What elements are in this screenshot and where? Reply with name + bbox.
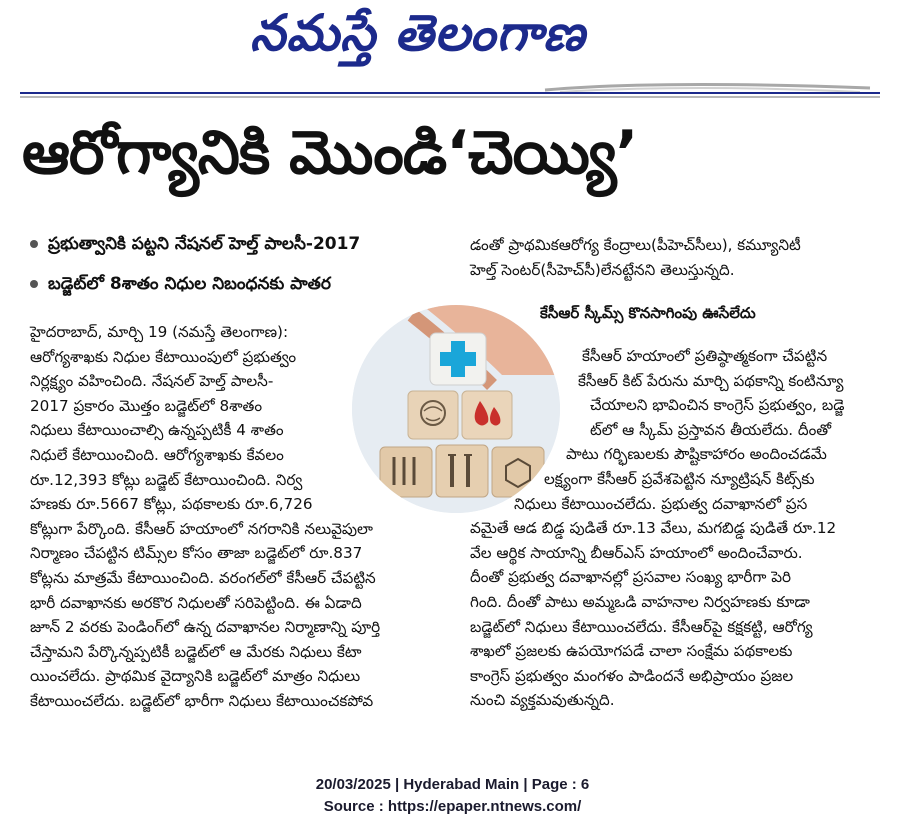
- text-line: జూన్ 2 వరకు పెండింగ్‌లో ఉన్న దవాఖానల నిర్మాణాన్ని పూర్తి: [30, 618, 381, 637]
- text-line: వేల ఆర్థిక సాయాన్ని బీఆర్ఎస్ హయాంలో అందించేవారు.: [470, 543, 803, 562]
- text-line: కాంగ్రెస్ ప్రభుత్వం మంగళం పాడిందనే అభిప్రాయం ప్రజల: [470, 666, 794, 685]
- text-line: చేస్తామని పేర్కొన్నప్పటికీ బడ్జెట్‌లో ఆ మేరకు నిధులు కేటా: [30, 642, 362, 661]
- text-line: ట్‌లో ఆ స్కీమ్ ప్రస్తావన తీయలేదు. దీంతో: [590, 420, 832, 439]
- text-line: గింది. దీంతో పాటు అమ్మఒడి వాహనాల నిర్వహణకు కూడా: [470, 592, 810, 611]
- text-line: నిధులే కేటాయించింది. ఆరోగ్యశాఖకు కేవలం: [30, 445, 284, 464]
- text-line: వమైతే ఆడ బిడ్డ పుడితే రూ.13 వేలు, మగబిడ్డ పుడితే రూ.12: [470, 519, 837, 538]
- test-tubes-icon: [380, 447, 432, 497]
- text-line: లక్ష్యంగా కేసీఆర్ ప్రవేశపెట్టిన న్యూట్రిషన్ కిట్స్‌కు: [544, 469, 815, 488]
- text-line: చేయాలని భావించిన కాంగ్రెస్ ప్రభుత్వం, బడ్జె: [590, 396, 845, 415]
- masthead-rule: [20, 92, 880, 98]
- text-line: బడ్జెట్‌లో నిధులు కేటాయించలేదు. కేసీఆర్‌పై కక్షకట్టి, ఆరోగ్య: [470, 617, 813, 636]
- text-line: నిర్మాణం చేపట్టిన టిమ్స్‌ల కోసం తాజా బడ్జెట్‌లో రూ.837: [30, 544, 363, 563]
- text-line: నుంచి వ్యక్తమవుతున్నది.: [470, 691, 615, 710]
- text-line: రూ.12,393 కోట్లు బడ్జెట్ కేటాయించింది. నిర్వ: [30, 470, 303, 489]
- brain-icon: [408, 391, 458, 439]
- bullet-text: బడ్జెట్‌లో 8శాతం నిధుల నిబంధనకు పాతర: [48, 274, 331, 294]
- text-line: యించలేదు. ప్రాథమిక వైద్యానికి బడ్జెట్‌లో మాత్రం నిధులు: [30, 667, 361, 686]
- text-line: కోట్లను మాత్రమే కేటాయించింది. వరంగల్‌లో కేసీఆర్ చేపట్టిన: [30, 568, 376, 587]
- masthead: [0, 0, 905, 100]
- bullet-point: [30, 274, 331, 298]
- text-line: నిర్లక్ష్యం వహించింది. నేషనల్ హెల్త్ పాలసీ-: [30, 372, 274, 391]
- right-column: [470, 344, 890, 713]
- bullet-dot-icon: [30, 240, 38, 248]
- text-line: హెల్త్ సెంటర్(సీహెచ్‌సీ)లేనట్టేనని తెలుస్తున్నది.: [470, 260, 735, 279]
- text-line: హణకు రూ.5667 కోట్లు, పథకాలకు రూ.6,726: [30, 495, 313, 514]
- text-line: కేసీఆర్ హయాంలో ప్రతిష్ఠాత్మకంగా చేపట్టిన: [582, 347, 828, 365]
- text-line: 2017 ప్రకారం మొత్తం బడ్జెట్‌లో 8శాతం: [30, 396, 263, 415]
- bullet-dot-icon: [30, 280, 38, 288]
- text-line: భారీ దవాఖానకు అరకొర నిధులతో సరిపెట్టింది. ఈ ఏడాది: [30, 593, 362, 612]
- text-line: కేటాయించలేదు. బడ్జెట్‌లో భారీగా నిధులు కేటాయించకపోవ: [30, 691, 374, 710]
- subheading: కేసీఆర్ స్కీమ్స్ కొనసాగింపు ఊసేలేదు: [540, 304, 756, 322]
- footer-source-line: Source : https://epaper.ntnews.com/: [323, 798, 582, 815]
- left-column: [30, 320, 381, 714]
- bullet-point: [30, 234, 360, 258]
- text-line: కేసీఆర్ కిట్ పేరును మార్చి పథకాన్ని కంటిన్యూ: [578, 371, 844, 390]
- newspaper-logo: నమస్తే తెలంగాణ: [250, 4, 586, 62]
- text-line: ఆరోగ్యశాఖకు నిధుల కేటాయింపులో ప్రభుత్వం: [30, 347, 297, 366]
- text-line: నిధులు కేటాయించలేదు. ప్రభుత్వ దవాఖానలో ప్రస: [514, 494, 808, 513]
- text-line: దీంతో ప్రభుత్వ దవాఖానల్లో ప్రసవాల సంఖ్య భారీగా పెరి: [470, 568, 792, 587]
- text-line: హైదరాబాద్, మార్చి 19 (నమస్తే తెలంగాణ):: [30, 323, 289, 341]
- text-line: కోట్లుగా పేర్కొంది. కేసీఆర్ హయాంలో నగరానికి నలువైపులా: [30, 519, 373, 538]
- footer-date-line: 20/03/2025 | Hyderabad Main | Page : 6: [315, 776, 590, 793]
- headline: ఆరోగ్యానికి మొండి‘చెయ్యి’: [22, 118, 638, 188]
- right-top-text: [470, 233, 801, 282]
- text-line: నిధులు కేటాయించాల్సి ఉన్నప్పటికీ 4 శాతం: [30, 421, 284, 440]
- text-line: శాఖలో ప్రజలకు ఉపయోగపడే చాలా సంక్షేమ పథకాలకు: [470, 642, 793, 661]
- bullet-text: ప్రభుత్వానికి పట్టని నేషనల్ హెల్త్ పాలసీ-2017: [48, 234, 361, 254]
- text-line: డంతో ప్రాథమికఆరోగ్య కేంద్రాలు(పీహెచ్‌సీలు), కమ్యూనిటీ: [470, 236, 801, 254]
- text-line: పాటు గర్భిణులకు పౌష్టికాహారం అందించడమే: [566, 445, 827, 464]
